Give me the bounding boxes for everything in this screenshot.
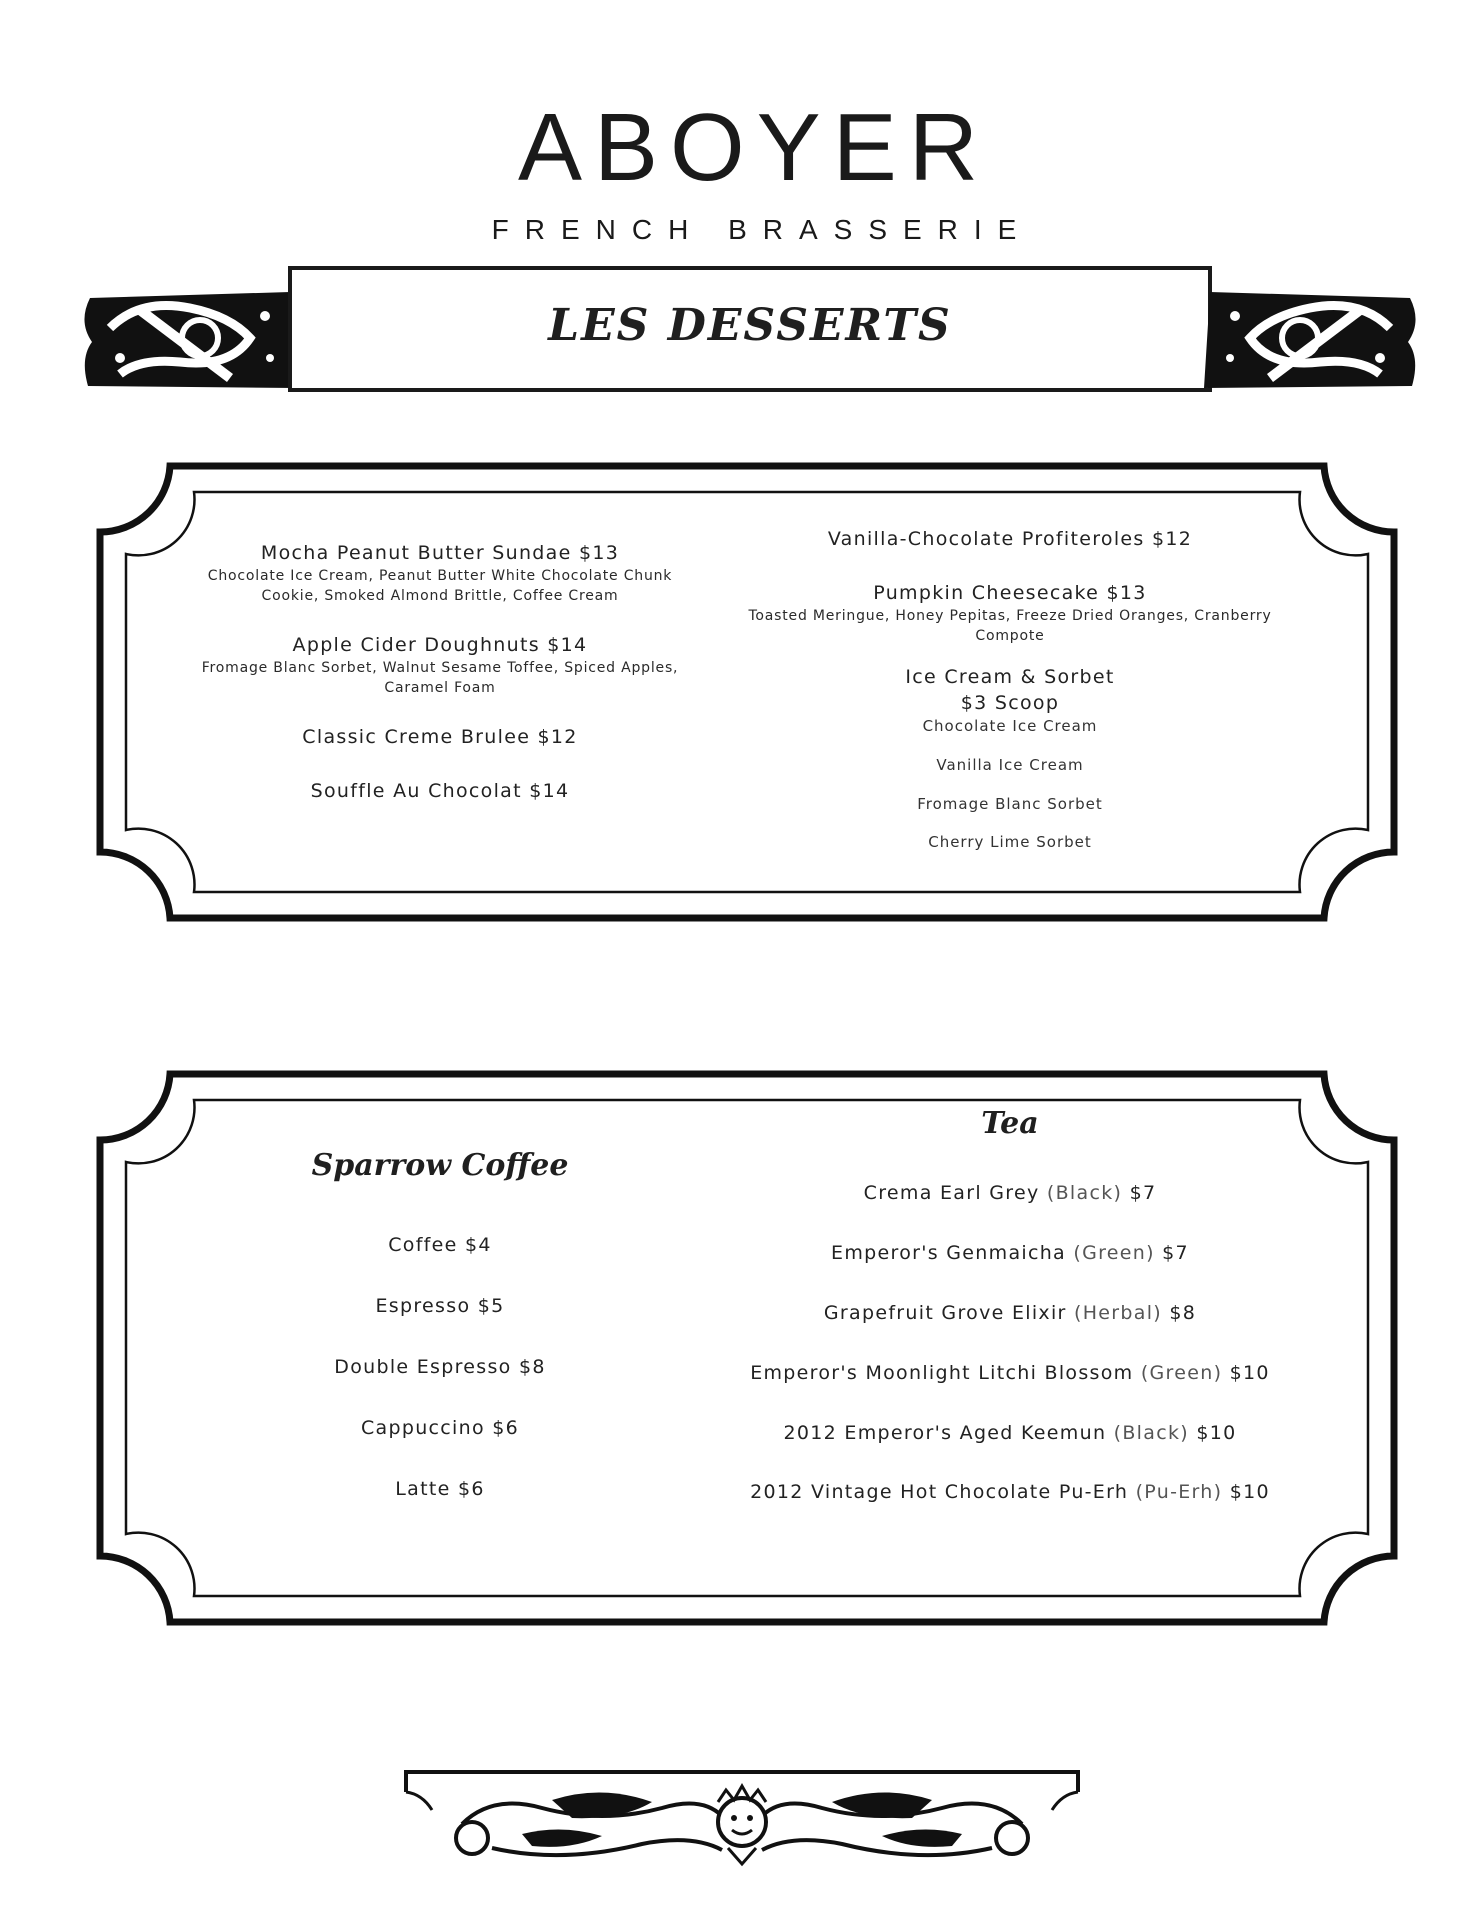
- ice-cream-price: $3 Scoop: [960, 692, 1060, 714]
- dessert-name: Mocha Peanut Butter Sundae $13: [260, 542, 620, 564]
- dessert-item: [160, 540, 720, 606]
- ice-cream-section: [730, 664, 1290, 716]
- dessert-item: [160, 778, 720, 804]
- brand-subtitle: FRENCH BRASSERIE: [491, 214, 1033, 245]
- tea-section-title: Tea: [981, 1106, 1039, 1141]
- tea-type: (Herbal): [1073, 1302, 1162, 1324]
- footer-ornament-icon: [402, 1764, 1082, 1868]
- dessert-description: Chocolate Ice Cream, Peanut Butter White Chocolate Chunk: [207, 568, 673, 584]
- coffee-section-title: Sparrow Coffee: [311, 1148, 569, 1183]
- flavor-item: Vanilla Ice Cream: [936, 756, 1084, 774]
- dessert-name: Pumpkin Cheesecake $13: [873, 582, 1147, 604]
- right-scroll-ornament-icon: [1204, 292, 1416, 388]
- tea-name: Emperor's Genmaicha: [831, 1242, 1067, 1264]
- dessert-description: Caramel Foam: [384, 680, 496, 696]
- dessert-item: [160, 632, 720, 698]
- tea-item: [700, 1242, 1320, 1264]
- dessert-description: Fromage Blanc Sorbet, Walnut Sesame Toffee, Spiced Apples,: [201, 660, 679, 676]
- dessert-item: [730, 526, 1290, 552]
- tea-item: [700, 1481, 1320, 1503]
- tea-name: Crema Earl Grey: [863, 1182, 1040, 1204]
- tea-type: (Pu-Erh): [1135, 1481, 1223, 1503]
- flavor-item: Fromage Blanc Sorbet: [917, 795, 1103, 813]
- tea-type: (Green): [1073, 1242, 1155, 1264]
- tea-price: $7: [1129, 1182, 1157, 1204]
- coffee-item: Cappuccino $6: [360, 1417, 520, 1439]
- tea-price: $10: [1196, 1422, 1237, 1444]
- flavor-item: Chocolate Ice Cream: [922, 717, 1098, 735]
- tea-item: [700, 1182, 1320, 1204]
- dessert-item: [730, 580, 1290, 646]
- dessert-description: Toasted Meringue, Honey Pepitas, Freeze Dried Oranges, Cranberry: [748, 608, 1272, 624]
- dessert-item: [160, 724, 720, 750]
- left-scroll-ornament-icon: [84, 292, 296, 388]
- tea-name: Grapefruit Grove Elixir: [823, 1302, 1067, 1324]
- tea-item: [700, 1422, 1320, 1444]
- brand-title: ABOYER: [517, 94, 991, 201]
- tea-item: [700, 1302, 1320, 1324]
- coffee-item: Double Espresso $8: [334, 1356, 546, 1378]
- dessert-name: Classic Creme Brulee $12: [302, 726, 578, 748]
- tea-price: $10: [1229, 1362, 1270, 1384]
- dessert-description: Cookie, Smoked Almond Brittle, Coffee Cream: [261, 588, 619, 604]
- coffee-item: Latte $6: [395, 1478, 485, 1500]
- coffee-item: Espresso $5: [375, 1295, 505, 1317]
- dessert-description: Compote: [975, 628, 1045, 644]
- tea-item: [700, 1362, 1320, 1384]
- flavor-item: Cherry Lime Sorbet: [928, 833, 1092, 851]
- tea-type: (Black): [1046, 1182, 1123, 1204]
- ice-cream-title: Ice Cream & Sorbet: [905, 666, 1115, 688]
- dessert-name: Apple Cider Doughnuts $14: [292, 634, 588, 656]
- tea-name: Emperor's Moonlight Litchi Blossom: [750, 1362, 1134, 1384]
- tea-type: (Green): [1140, 1362, 1223, 1384]
- tea-name: 2012 Vintage Hot Chocolate Pu-Erh: [750, 1481, 1129, 1503]
- dessert-name: Souffle Au Chocolat $14: [310, 780, 570, 802]
- dessert-name: Vanilla-Chocolate Profiteroles $12: [827, 528, 1193, 550]
- tea-price: $10: [1229, 1481, 1270, 1503]
- tea-price: $7: [1162, 1242, 1189, 1264]
- banner-title: LES DESSERTS: [548, 300, 952, 351]
- coffee-item: Coffee $4: [388, 1234, 492, 1256]
- tea-name: 2012 Emperor's Aged Keemun: [783, 1422, 1107, 1444]
- tea-price: $8: [1169, 1302, 1197, 1324]
- tea-type: (Black): [1113, 1422, 1189, 1444]
